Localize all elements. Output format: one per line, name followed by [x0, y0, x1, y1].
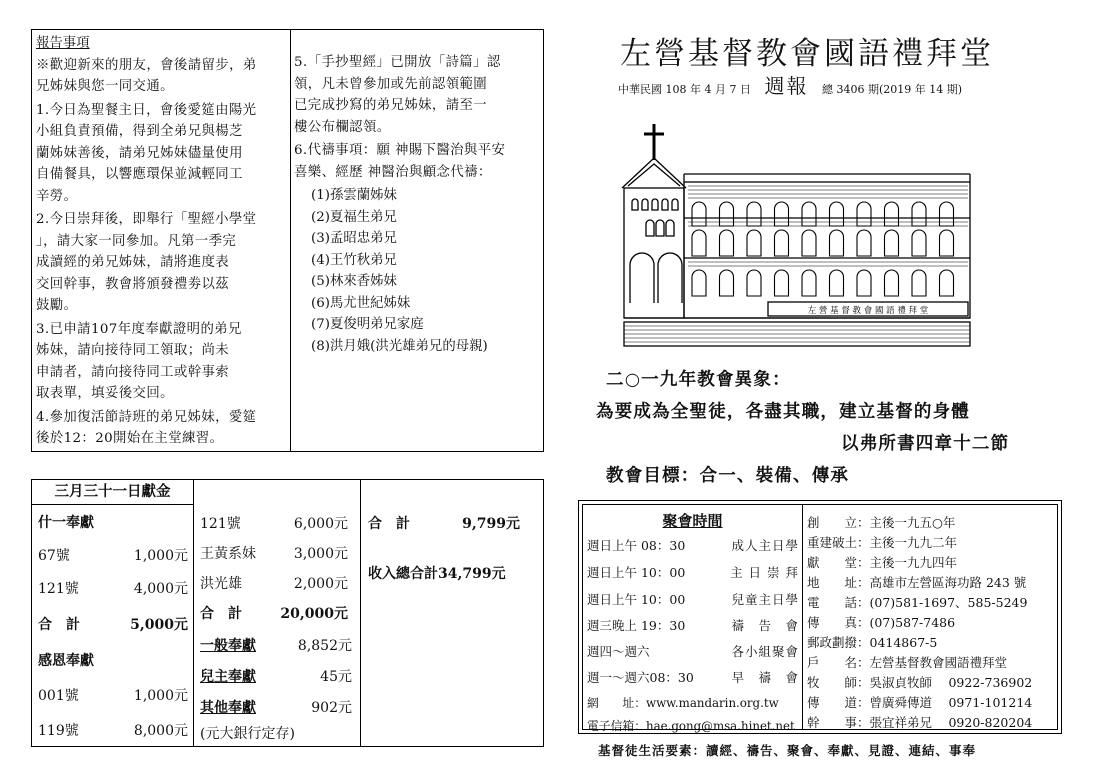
offering-title: 三月三十一日獻金 — [32, 480, 193, 505]
building-window — [830, 270, 844, 296]
column-divider — [290, 30, 291, 451]
prayer-item: (6)馬尤世紀姊妹 — [311, 295, 411, 311]
building-window — [830, 202, 844, 226]
vision-line: 為要成為全聖徒，各盡其職，建立基督的身體 — [596, 402, 970, 422]
info-address: 地 址：高雄市左營區海功路 243 號 — [807, 575, 1027, 590]
column-divider — [360, 480, 361, 746]
building-window — [912, 230, 926, 256]
prayer-list — [294, 185, 542, 357]
vision-heading: 二○一九年教會異象： — [606, 370, 791, 390]
announcements-box — [31, 29, 544, 452]
building-window — [885, 230, 899, 256]
bulletin-date: 中華民國 108 年 4 月 7 日 — [618, 83, 751, 96]
announcement-item: 3.已申請107年度奉獻證明的弟兄 姊妹，請向接待同工領取；尚未 申請者，請向接待同工或幹事索 取表單，填妥後交回。 — [36, 321, 242, 401]
building-window — [912, 270, 926, 296]
info-founded: 創 立：主後一九五○年 — [807, 515, 956, 530]
building-window — [940, 270, 954, 296]
church-goal: 教會目標：合一、裝備、傳承 — [606, 466, 850, 486]
meeting-row: 週一～週六08：30 早 禱 會 — [587, 670, 799, 685]
building-window — [747, 202, 761, 226]
info-secretary: 幹 事：張宜祥弟兄 0920-820204 — [807, 715, 1033, 730]
bulletin-info-line — [618, 70, 1038, 99]
info-postal-account: 郵政劃撥：0414867-5 — [807, 635, 938, 650]
meeting-row: 週三晚上 19：30 禱 告 會 — [587, 618, 799, 633]
building-window — [857, 230, 871, 256]
column-divider — [193, 480, 194, 746]
prayer-item: (7)夏俊明弟兄家庭 — [311, 317, 424, 332]
building-window — [857, 202, 871, 226]
announcement-item: 4.參加復活節詩班的弟兄姊妹，愛筵 後於12：20開始在主堂練習。 — [36, 409, 257, 446]
building-window — [802, 202, 816, 226]
info-phone: 電 話：(07)581-1697、585-5249 — [807, 595, 1028, 610]
prayer-item: (8)洪月娥(洪光雄弟兄的母親) — [311, 338, 488, 354]
meeting-times-box — [578, 500, 1062, 734]
footer-christian-life-elements: 基督徒生活要素：讀經、禱告、聚會、奉獻、見證、連結、事奉 — [598, 743, 977, 758]
offering-table: 三月三十一日獻金 什一奉獻 67號 1,000元 121號 4,000元 合 計 5,000元 感恩奉獻 001號 1,000元 119號 8,000元 121號 6,000元 王黃系妹 3,000元 洪光雄 2,000元 合 計 20,000元 一般奉獻 8,852元 兒主奉獻 45元 其他奉獻 902元 (元大銀行定存) 合 計 9,799元 收入總合計34,799元 — [31, 479, 544, 747]
church-title: 左營基督教會國語禮拜堂 — [620, 36, 994, 72]
building-window — [857, 270, 871, 296]
website: 網 址：www.mandarin.org.tw — [587, 696, 779, 710]
building-window — [747, 270, 761, 296]
building-window — [692, 202, 706, 226]
bulletin-issue: 總 3406 期(2019 年 14 期) — [821, 83, 963, 96]
building-window — [802, 270, 816, 296]
bulletin-label: 週報 — [764, 74, 809, 98]
building-window — [747, 230, 761, 256]
info-pastor: 牧 師：吳淑貞牧師 0922-736902 — [807, 675, 1033, 690]
prayer-item: (5)林來香姊妹 — [311, 274, 397, 289]
building-window — [720, 270, 734, 296]
prayer-item: (3)孟昭忠弟兄 — [311, 231, 397, 246]
building-window — [940, 230, 954, 256]
meeting-row: 週日上午 08：30 成人主日學 — [587, 538, 799, 553]
prayer-item: (2)夏福生弟兄 — [311, 209, 397, 225]
building-window — [830, 230, 844, 256]
announcement-item: 1.今日為聖餐主日，會後愛筵由陽光 小組負責預備，得到全弟兄與楊芝 蘭姊妹善後，請弟兄姊妹儘量使用 自備餐具，以響應環保並減輕同工 辛勞。 — [36, 102, 257, 204]
building-window — [692, 230, 706, 256]
announcements-left-column — [36, 33, 286, 452]
vision-reference: 以弗所書四章十二節 — [841, 434, 1010, 454]
building-window — [775, 270, 789, 296]
building-window — [720, 202, 734, 226]
announcement-item: 2.今日崇拜後，即舉行「聖經小學堂 」，請大家一同參加。凡第一季完 成讀經的弟兄姊妹，請將進度表 交回幹事，教會將頒發禮劵以茲 鼓勵。 — [36, 212, 257, 313]
info-preacher: 傳 道：曾廣舜傳道 0971-101214 — [807, 695, 1033, 710]
meeting-row: 週四～週六 各小組聚會 — [587, 644, 799, 659]
email: 電子信箱：hae.gong@msa.hinet.net — [587, 719, 795, 733]
announcements-title: 報告事項 — [36, 36, 90, 51]
info-rebuild: 重建破土：主後一九九二年 — [807, 535, 958, 550]
building-window — [775, 202, 789, 226]
building-window — [885, 270, 899, 296]
building-window — [940, 202, 954, 226]
building-window — [775, 230, 789, 256]
building-window — [802, 230, 816, 256]
meeting-times-title: 聚會時間 — [662, 512, 723, 530]
building-window — [692, 270, 706, 296]
info-dedication: 獻 堂：主後一九九四年 — [807, 555, 958, 570]
meeting-row: 週日上午 10：00 兒童主日學 — [587, 592, 799, 607]
announcement-item: 5.「手抄聖經」已開放「詩篇」認 領，凡未曾參加或先前認領範圍 已完成抄寫的弟兄姊妹，請至一 樓公布欄認領。 — [294, 55, 501, 135]
building-window — [720, 230, 734, 256]
building-window — [912, 202, 926, 226]
announcement-item: ※歡迎新來的朋友，會後請留步，弟 兄姊妹與您一同交通。 — [36, 57, 257, 94]
column-divider — [802, 505, 803, 729]
church-building-illustration — [618, 118, 978, 358]
info-fax: 傳 真：(07)587-7486 — [807, 615, 956, 630]
prayer-item: (4)王竹秋弟兄 — [311, 252, 397, 268]
meeting-row: 週日上午 10：00 主 日 崇 拜 — [587, 565, 799, 580]
announcements-right-column — [294, 52, 542, 357]
prayer-item: (1)孫雲蘭姊妹 — [311, 188, 397, 203]
building-sign: 左 營 基 督 教 會 國 語 禮 拜 堂 — [807, 306, 929, 316]
announcement-item: 6.代禱事項：願 神賜下醫治與平安 喜樂、經歷 神醫治與顧念代禱： — [294, 143, 506, 180]
meeting-times-inner — [582, 504, 1058, 733]
building-window — [885, 202, 899, 226]
info-account-name: 戶 名：左營基督教會國語禮拜堂 — [807, 655, 1008, 670]
